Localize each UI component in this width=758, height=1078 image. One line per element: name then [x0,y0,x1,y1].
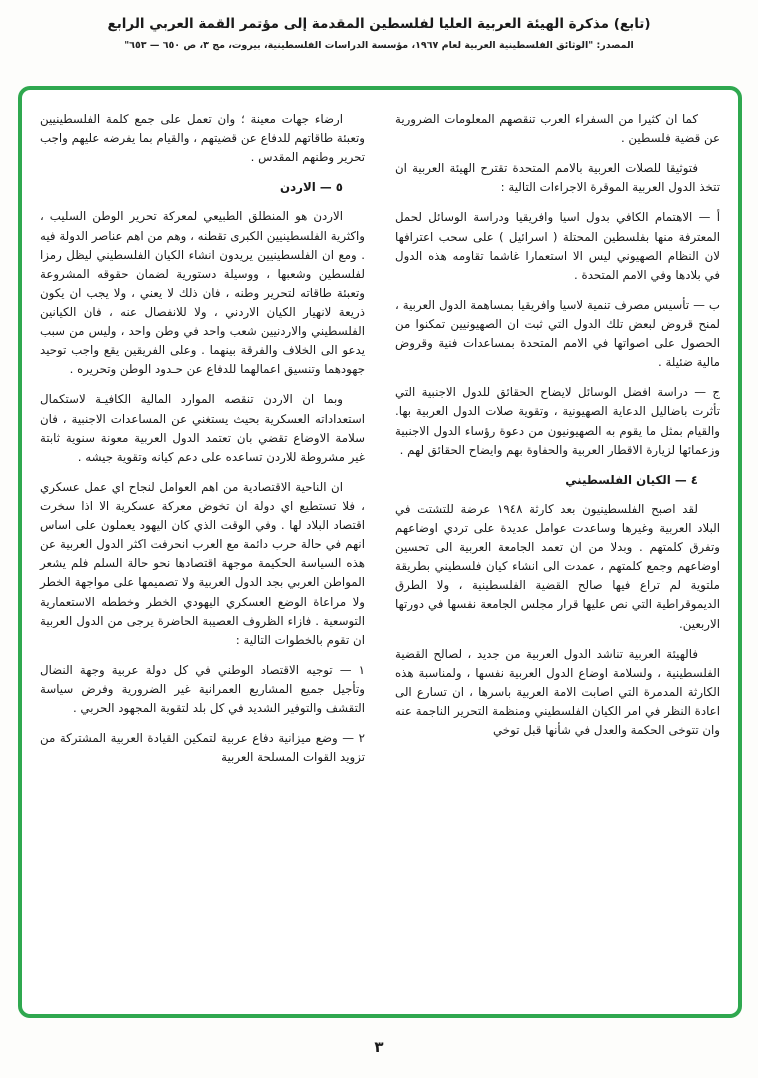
document-header [0,0,758,51]
numbered-item-1: ١ — توجيه الاقتصاد الوطني في كل دولة عربية وجهة النضال وتأجيل جميع المشاريع العمرانية غير الضرورية وفرض سياسة التقشف والتوفير الشديد في كل بلد لتقوية المجهود الحربي . [40,662,365,716]
paragraph: فالهيئة العربية تناشد الدول العربية من جديد ، لصالح القضية الفلسطينية ، ولسلامة اوضاع الدول العربية نفسها ، ولمناسبة هذه الكارثة المدمرة التي اصابت الامة العربية باسرها ، ان تسارع الى اعادة النظر في امر الكيان الفلسطيني ومنظمة التحرير الناجمة عنه وان تتوخى الحكمة والعدل في شأنها قبل توخي [395,646,720,738]
list-item-ba: ب — تأسيس مصرف تنمية لاسيا وافريقيا بمساهمة الدول العربية ، لمنح قروض لبعض تلك الدول التي ثبت ان الصهيونيين تمكنوا من الحصول على اصواتها في الامم المتحدة بمساعدات فنية وقروض مالية ضئيلة . [395,297,720,370]
section-heading-palestinian-entity: ٤ — الكيان الفلسطيني [565,472,698,487]
paragraph: كما ان كثيرا من السفراء العرب تنقصهم المعلومات الضرورية عن قضية فلسطين . [395,112,720,146]
list-item-jim: ج — دراسة افضل الوسائل لايضاح الحقائق للدول الاجنبية التي تأثرت باضاليل الدعاية الصهيونية ، وتقوية صلات الدول العربية بها. والقيام بمثل ما يقوم به الصهيونيون من دعوة رؤساء الدول الاجنبية وزعمائها لزيارة الاقطار العربية والحفاوة بهم وايضاح الحقائق لهم . [395,385,720,457]
right-column [395,110,720,1002]
document-title: (تابع) مذكرة الهيئة العربية العليا لفلسطين المقدمة إلى مؤتمر القمة العربي الرابع [107,16,651,32]
text-columns [22,90,738,1014]
left-column [40,110,365,1002]
paragraph: ارضاء جهات معينة ؛ وان تعمل على جمع كلمة الفلسطينيين وتعبئة طاقاتهم للدفاع عن قضيتهم ، والقيام بما يفرضه عليهم واجب تحرير وطنهم المقدس . [40,112,365,165]
document-source-line: المصدر: "الوثائق الفلسطينية العربية لعام ١٩٦٧، مؤسسة الدراسات الفلسطينية، بيروت، مج ٣، ص ٦٥٠ — ٦٥٣" [124,40,634,52]
paragraph: لقد اصبح الفلسطينيون بعد كارثة ١٩٤٨ عرضة للتشتت في البلاد العربية وغيرها وساعدت عوامل عديدة على تردي اوضاعهم وتفرق كلمتهم . وبدلا من ان تعمد الجامعة العربية الى تحسين اوضاعهم وجمع كلمتهم ، عمدت الى انشاء كيان فلسطيني بطريقة ملتوية لم تراع فيها صالح القضية الفلسطينية ، ولا الطرق الديموقراطية التي نص عليها قرار مجلس الجامعة نفسها في دورتها الاربعين. [395,501,720,631]
paragraph: ان الناحية الاقتصادية من اهم العوامل لنجاح اي عمل عسكري ، فلا تستطيع اي دولة ان تخوض معركة عسكرية الا اذا سخرت اقتصاد البلاد لها . وفي الوقت الذي كان اليهود يعملون على اساس انهم في حالة حرب دائمة مع العرب انحرفت اكثر الدول العربية عن هذه السياسة الحكيمة موجهة اقتصادها نحو حالة السلم فلم يشعر المواطن العربي بجد الدول العربية ولا تصميمها على مواجهة الخطر ولا مراعاة الوضع العسكري اليهودي الخطر وخططه الاستعمارية التوسعية . فازاء الظروف العصيبة الحاضرة يرجى من الدول العربية ان تقوم بالخطوات التالية : [40,479,365,647]
page-frame [18,86,742,1018]
page-number: ٣ [374,1038,384,1056]
section-heading-jordan: ٥ — الاردن [280,180,343,195]
paragraph: فتوثيقا للصلات العربية بالامم المتحدة تقترح الهيئة العربية ان تتخذ الدول العربية الموقرة الاجراءات التالية : [395,161,720,195]
numbered-item-2: ٢ — وضع ميزانية دفاع عربية لتمكين القيادة العربية المشتركة من تزويد القوات المسلحة العربية [40,731,365,765]
paragraph: الاردن هو المنطلق الطبيعي لمعركة تحرير الوطن السليب ، واكثرية الفلسطينيين الكبرى تقطنه ، وهم من اهم عناصر الدولة فيه . ومع ان الفلسطينيين يريدون انشاء الكيان الفلسطيني ليظل رمزا لفلسطين وشعبها ، ووسيلة دستورية لضمان حقوقه المشروعة وتعبئة طاقاته لتحرير وطنه ، فان ذلك لا يعني ، ولا يجب ان يكون ذريعة لانهيار الكيان الاردني ، ولا للانفصال عنه ، فان الكيانين الفلسطيني والاردنيين شعب واحد في وطن واحد ، وليس من سبب يدعو الى الخلاف والفرقة بينهما . وعلى الفريقين يقع واجب توحيد جهودهما وتنسيق اعمالهما للدفاع عن حـدود الوطن وتحريره . [40,209,365,377]
list-item-alif: أ — الاهتمام الكافي بدول اسيا وافريقيا ودراسة الوسائل لحمل المعترفة منها بفلسطين المحتلة ( اسرائيل ) على سحب اعترافها لان النظام الصهيوني ليس الا استعمارا غاشما تقاومه هذه الدول في بلادها وفي الامم المتحدة . [395,210,720,282]
paragraph: وبما ان الاردن تنقصه الموارد المالية الكافيـة لاستكمال استعداداته العسكرية بحيث يستغني عن المساعدات الاجنبية ، فان سلامة الاوضاع تقضي بان تعتمد الدول العربية معونة سنوية ثابتة غير مشروطة للاردن تساعده على دعم كيانه وتقوية جيشه . [40,392,365,464]
